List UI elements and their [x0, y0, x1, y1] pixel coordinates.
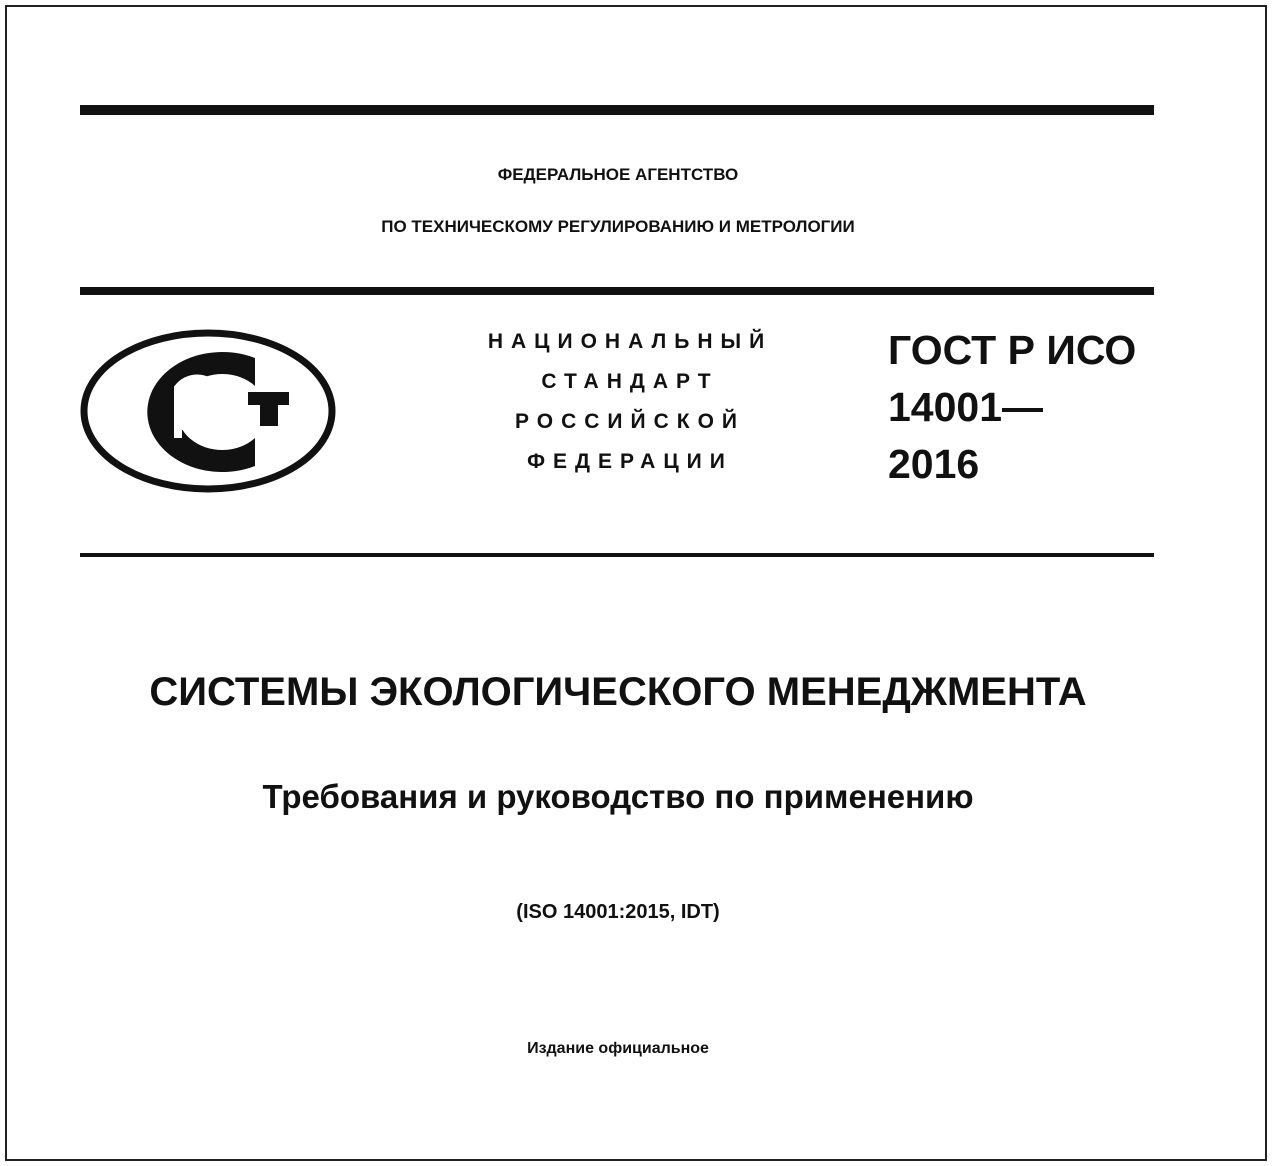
- national-standard-line: СТАНДАРТ: [541, 370, 719, 393]
- designation-line: 2016: [888, 441, 980, 487]
- national-standard-label: [440, 322, 820, 482]
- top-rule: [80, 105, 1154, 115]
- rst-logo: [80, 328, 340, 503]
- agency-line-1: ФЕДЕРАЛЬНОЕ АГЕНТСТВО: [497, 165, 739, 184]
- national-standard-line: ФЕДЕРАЦИИ: [527, 450, 733, 473]
- middle-rule: [80, 287, 1154, 295]
- iso-reference: (ISO 14001:2015, IDT): [516, 901, 720, 923]
- document-subtitle: Требования и руководство по применению: [262, 778, 974, 815]
- bottom-rule: [80, 553, 1154, 557]
- document-title: СИСТЕМЫ ЭКОЛОГИЧЕСКОГО МЕНЕДЖМЕНТА: [149, 670, 1087, 714]
- agency-line-2: ПО ТЕХНИЧЕСКОМУ РЕГУЛИРОВАНИЮ И МЕТРОЛОГИИ: [381, 217, 855, 236]
- national-standard-line: РОССИЙСКОЙ: [515, 410, 745, 433]
- edition-label: Издание официальное: [527, 1040, 709, 1057]
- standard-designation: [888, 322, 1136, 493]
- designation-line: ГОСТ Р ИСО: [888, 327, 1137, 373]
- designation-line: 14001—: [888, 384, 1044, 430]
- national-standard-line: НАЦИОНАЛЬНЫЙ: [487, 330, 773, 353]
